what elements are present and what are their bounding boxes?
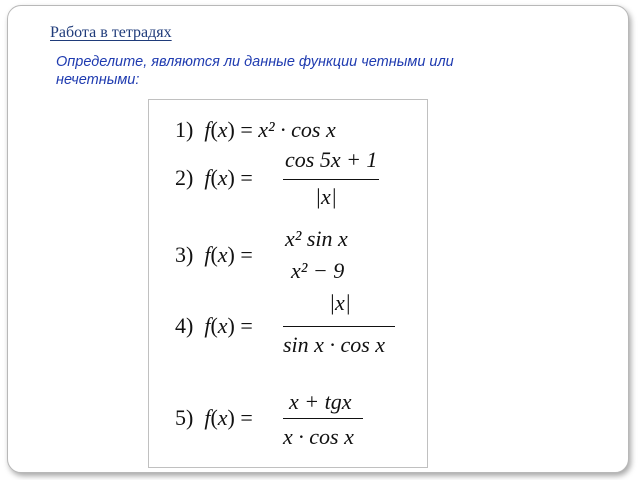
formula-5-number: 5) [175, 405, 194, 430]
formula-1: 1) f(x) = x² · cos x [175, 117, 336, 142]
page-title: Работа в тетрадях [50, 24, 172, 41]
formula-1-number: 1) [175, 117, 194, 142]
formula-4-number: 4) [175, 313, 194, 338]
formula-4-fraction-line [283, 326, 395, 327]
formula-4-numerator: |x| [329, 290, 351, 315]
formula-2-numerator: cos 5x + 1 [285, 147, 378, 172]
formula-3-lhs: 3) f(x) = [175, 242, 253, 267]
formula-3-numerator: x² sin x [285, 226, 348, 251]
formula-3-denominator: x² − 9 [291, 258, 345, 283]
formula-5-numerator: x + tgx [289, 389, 352, 414]
formula-2-denominator: |x| [315, 184, 337, 209]
formula-2-fraction-line [283, 179, 379, 180]
formula-2-number: 2) [175, 165, 194, 190]
formula-box [148, 99, 428, 468]
formula-5-fraction-line [283, 418, 363, 419]
formula-2-lhs: 2) f(x) = [175, 165, 253, 190]
formula-4-denominator: sin x · cos x [283, 332, 386, 357]
formula-3-number: 3) [175, 242, 194, 267]
formula-5-lhs: 5) f(x) = [175, 405, 253, 430]
formula-1-rhs: x² · cos x [258, 117, 336, 142]
formula-4-lhs: 4) f(x) = [175, 313, 253, 338]
formula-5-denominator: x · cos x [283, 424, 354, 449]
instruction-text: Определите, являются ли данные функции четными или нечетными: [56, 54, 454, 88]
